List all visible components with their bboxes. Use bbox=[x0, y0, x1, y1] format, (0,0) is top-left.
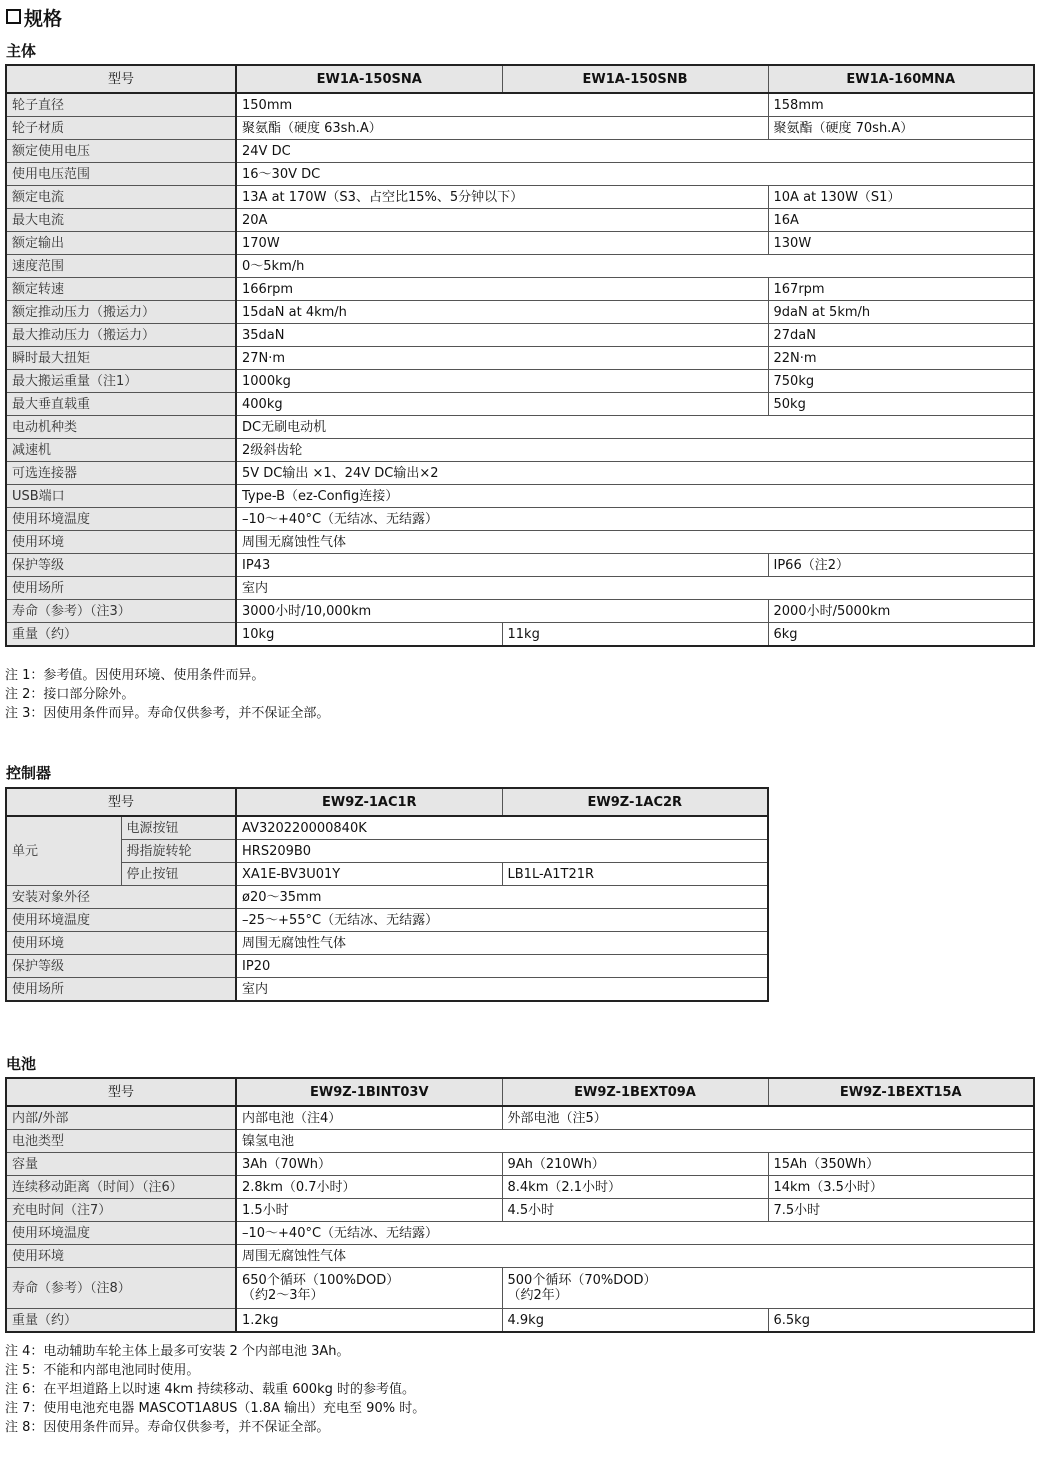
row-label: 瞬时最大扭矩 bbox=[6, 347, 236, 370]
section-title-main: 主体 bbox=[6, 42, 37, 60]
row-sublabel: 拇指旋转轮 bbox=[121, 840, 236, 863]
table-row bbox=[6, 600, 1034, 623]
header-model-label: 型号 bbox=[6, 65, 236, 93]
cell-value: 3Ah（70Wh） bbox=[236, 1153, 502, 1176]
table-row bbox=[6, 508, 1034, 531]
cell-value: IP66（注2） bbox=[768, 554, 1034, 577]
table-row bbox=[6, 393, 1034, 416]
cell-value: 9Ah（210Wh） bbox=[502, 1153, 768, 1176]
table-header-row bbox=[6, 1078, 1034, 1106]
cell-value: –10～+40°C（无结冰、无结露） bbox=[236, 508, 1034, 531]
row-label: 速度范围 bbox=[6, 255, 236, 278]
header-model: EW9Z-1AC1R bbox=[236, 788, 502, 816]
row-sublabel: 电源按钮 bbox=[121, 816, 236, 840]
cell-value: 750kg bbox=[768, 370, 1034, 393]
cell-value: HRS209B0 bbox=[236, 840, 768, 863]
row-label: 使用场所 bbox=[6, 577, 236, 600]
cell-value: 0～5km/h bbox=[236, 255, 1034, 278]
cell-value: 22N·m bbox=[768, 347, 1034, 370]
cell-line: （约2年） bbox=[507, 1288, 568, 1303]
row-label: 寿命（参考）（注3） bbox=[6, 600, 236, 623]
cell-value: 10kg bbox=[236, 623, 502, 647]
cell-value: 9daN at 5km/h bbox=[768, 301, 1034, 324]
table-row bbox=[6, 370, 1034, 393]
row-label: 电池类型 bbox=[6, 1130, 236, 1153]
cell-value: 15daN at 4km/h bbox=[236, 301, 768, 324]
cell-value: 7.5小时 bbox=[768, 1199, 1034, 1222]
row-label: 单元 bbox=[6, 816, 121, 886]
header-model: EW9Z-1BEXT15A bbox=[768, 1078, 1034, 1106]
table-row bbox=[6, 485, 1034, 508]
cell-value: 27daN bbox=[768, 324, 1034, 347]
table-row bbox=[6, 932, 768, 955]
header-model: EW1A-150SNA bbox=[236, 65, 502, 93]
cell-value: 10A at 130W（S1） bbox=[768, 186, 1034, 209]
main-spec-table bbox=[5, 64, 1035, 647]
footnote: 注 1：参考值。因使用环境、使用条件而异。 bbox=[5, 668, 265, 683]
row-label: 最大电流 bbox=[6, 209, 236, 232]
cell-value: 聚氨酯（硬度 70sh.A） bbox=[768, 117, 1034, 140]
row-label: USB端口 bbox=[6, 485, 236, 508]
row-label: 使用电压范围 bbox=[6, 163, 236, 186]
row-label: 轮子材质 bbox=[6, 117, 236, 140]
row-label: 保护等级 bbox=[6, 955, 236, 978]
row-label: 最大推动压力（搬运力） bbox=[6, 324, 236, 347]
table-row bbox=[6, 278, 1034, 301]
footnote: 注 3：因使用条件而异。寿命仅供参考，并不保证全部。 bbox=[5, 706, 330, 721]
main-notes bbox=[5, 666, 329, 723]
table-row bbox=[6, 1245, 1034, 1268]
row-label: 充电时间（注7） bbox=[6, 1199, 236, 1222]
cell-value: 周围无腐蚀性气体 bbox=[236, 932, 768, 955]
cell-value: 170W bbox=[236, 232, 768, 255]
cell-value: 外部电池（注5） bbox=[502, 1106, 1034, 1130]
cell-value: LB1L-A1T21R bbox=[502, 863, 768, 886]
row-label: 重量（约） bbox=[6, 623, 236, 647]
table-row bbox=[6, 863, 768, 886]
row-label: 使用环境温度 bbox=[6, 1222, 236, 1245]
header-model: EW9Z-1BINT03V bbox=[236, 1078, 502, 1106]
cell-value: 35daN bbox=[236, 324, 768, 347]
cell-value: 2级斜齿轮 bbox=[236, 439, 1034, 462]
cell-line: 500个循环（70%DOD） bbox=[507, 1273, 657, 1288]
cell-value: 周围无腐蚀性气体 bbox=[236, 1245, 1034, 1268]
row-label: 保护等级 bbox=[6, 554, 236, 577]
table-row bbox=[6, 840, 768, 863]
cell-value: 15Ah（350Wh） bbox=[768, 1153, 1034, 1176]
cell-value: 8.4km（2.1小时） bbox=[502, 1176, 768, 1199]
cell-value: IP20 bbox=[236, 955, 768, 978]
cell-value: 4.9kg bbox=[502, 1309, 768, 1333]
table-row bbox=[6, 439, 1034, 462]
cell-value: 158mm bbox=[768, 93, 1034, 117]
row-label: 使用环境 bbox=[6, 932, 236, 955]
cell-value: 1.2kg bbox=[236, 1309, 502, 1333]
cell-value: 130W bbox=[768, 232, 1034, 255]
footnote: 注 7：使用电池充电器 MASCOT1A8US（1.8A 输出）充电至 90% 时。 bbox=[5, 1401, 426, 1416]
row-label: 使用环境温度 bbox=[6, 508, 236, 531]
page-title: 规格 bbox=[6, 4, 62, 31]
cell-value: 室内 bbox=[236, 577, 1034, 600]
header-model: EW9Z-1BEXT09A bbox=[502, 1078, 768, 1106]
battery-spec-table bbox=[5, 1077, 1035, 1333]
cell-value: 2.8km（0.7小时） bbox=[236, 1176, 502, 1199]
row-label: 容量 bbox=[6, 1153, 236, 1176]
cell-value: 室内 bbox=[236, 978, 768, 1002]
table-row bbox=[6, 623, 1034, 647]
table-row bbox=[6, 255, 1034, 278]
table-row bbox=[6, 1199, 1034, 1222]
row-label: 使用场所 bbox=[6, 978, 236, 1002]
cell-value: 150mm bbox=[236, 93, 768, 117]
table-row bbox=[6, 117, 1034, 140]
row-sublabel: 停止按钮 bbox=[121, 863, 236, 886]
cell-value: DC无刷电动机 bbox=[236, 416, 1034, 439]
cell-value: 24V DC bbox=[236, 140, 1034, 163]
controller-spec-table bbox=[5, 787, 769, 1002]
cell-value bbox=[236, 1268, 502, 1309]
row-label: 连续移动距离（时间）（注6） bbox=[6, 1176, 236, 1199]
cell-value: 16～30V DC bbox=[236, 163, 1034, 186]
cell-value: 1.5小时 bbox=[236, 1199, 502, 1222]
cell-value: 50kg bbox=[768, 393, 1034, 416]
cell-value: 13A at 170W（S3、占空比15%、5分钟以下） bbox=[236, 186, 768, 209]
cell-value: AV320220000840K bbox=[236, 816, 768, 840]
cell-value: 166rpm bbox=[236, 278, 768, 301]
footnote: 注 5：不能和内部电池同时使用。 bbox=[5, 1363, 200, 1378]
cell-value: 内部电池（注4） bbox=[236, 1106, 502, 1130]
table-row bbox=[6, 1222, 1034, 1245]
table-row bbox=[6, 577, 1034, 600]
table-row bbox=[6, 1153, 1034, 1176]
row-label: 内部/外部 bbox=[6, 1106, 236, 1130]
row-label: 额定电流 bbox=[6, 186, 236, 209]
cell-value: 1000kg bbox=[236, 370, 768, 393]
table-row bbox=[6, 955, 768, 978]
cell-line: （约2～3年） bbox=[242, 1288, 324, 1303]
cell-value: 27N·m bbox=[236, 347, 768, 370]
row-label: 使用环境 bbox=[6, 531, 236, 554]
cell-value: 20A bbox=[236, 209, 768, 232]
cell-value: 3000小时/10,000km bbox=[236, 600, 768, 623]
header-model-label: 型号 bbox=[6, 1078, 236, 1106]
table-row bbox=[6, 462, 1034, 485]
cell-value: 5V DC输出 ×1、24V DC输出×2 bbox=[236, 462, 1034, 485]
cell-value: XA1E-BV3U01Y bbox=[236, 863, 502, 886]
cell-line: 650个循环（100%DOD） bbox=[242, 1273, 400, 1288]
row-label: 使用环境温度 bbox=[6, 909, 236, 932]
footnote: 注 4：电动辅助车轮主体上最多可安装 2 个内部电池 3Ah。 bbox=[5, 1344, 350, 1359]
cell-value: 2000小时/5000km bbox=[768, 600, 1034, 623]
row-label: 可选连接器 bbox=[6, 462, 236, 485]
table-row bbox=[6, 324, 1034, 347]
table-row bbox=[6, 140, 1034, 163]
table-row bbox=[6, 886, 768, 909]
table-row bbox=[6, 1176, 1034, 1199]
row-label: 额定使用电压 bbox=[6, 140, 236, 163]
table-header-row bbox=[6, 65, 1034, 93]
cell-value: IP43 bbox=[236, 554, 768, 577]
table-row bbox=[6, 978, 768, 1002]
table-row bbox=[6, 347, 1034, 370]
cell-value: 11kg bbox=[502, 623, 768, 647]
row-label: 最大搬运重量（注1） bbox=[6, 370, 236, 393]
battery-notes bbox=[5, 1342, 425, 1437]
row-label: 额定推动压力（搬运力） bbox=[6, 301, 236, 324]
cell-value: 6.5kg bbox=[768, 1309, 1034, 1333]
table-row bbox=[6, 1268, 1034, 1309]
table-row bbox=[6, 93, 1034, 117]
table-row bbox=[6, 301, 1034, 324]
table-row bbox=[6, 1130, 1034, 1153]
table-row bbox=[6, 1309, 1034, 1333]
cell-value: 14km（3.5小时） bbox=[768, 1176, 1034, 1199]
cell-value: Type-B（ez-Config连接） bbox=[236, 485, 1034, 508]
table-row bbox=[6, 531, 1034, 554]
cell-value: 6kg bbox=[768, 623, 1034, 647]
table-row bbox=[6, 416, 1034, 439]
table-row bbox=[6, 554, 1034, 577]
table-row bbox=[6, 909, 768, 932]
row-label: 额定输出 bbox=[6, 232, 236, 255]
cell-value: –25～+55°C（无结冰、无结露） bbox=[236, 909, 768, 932]
table-row bbox=[6, 186, 1034, 209]
header-model-label: 型号 bbox=[6, 788, 236, 816]
row-label: 额定转速 bbox=[6, 278, 236, 301]
table-header-row bbox=[6, 788, 768, 816]
cell-value: –10～+40°C（无结冰、无结露） bbox=[236, 1222, 1034, 1245]
row-label: 安装对象外径 bbox=[6, 886, 236, 909]
table-row bbox=[6, 1106, 1034, 1130]
cell-value: ø20～35mm bbox=[236, 886, 768, 909]
cell-value: 4.5小时 bbox=[502, 1199, 768, 1222]
row-label: 最大垂直载重 bbox=[6, 393, 236, 416]
header-model: EW9Z-1AC2R bbox=[502, 788, 768, 816]
cell-value: 聚氨酯（硬度 63sh.A） bbox=[236, 117, 768, 140]
cell-value: 周围无腐蚀性气体 bbox=[236, 531, 1034, 554]
table-row bbox=[6, 232, 1034, 255]
footnote: 注 2：接口部分除外。 bbox=[5, 687, 135, 702]
cell-value: 400kg bbox=[236, 393, 768, 416]
header-model: EW1A-150SNB bbox=[502, 65, 768, 93]
row-label: 轮子直径 bbox=[6, 93, 236, 117]
row-label: 使用环境 bbox=[6, 1245, 236, 1268]
cell-value bbox=[502, 1268, 1034, 1309]
cell-value: 167rpm bbox=[768, 278, 1034, 301]
footnote: 注 8：因使用条件而异。寿命仅供参考，并不保证全部。 bbox=[5, 1420, 330, 1435]
section-title-controller: 控制器 bbox=[6, 764, 52, 782]
table-row bbox=[6, 816, 768, 840]
cell-value: 16A bbox=[768, 209, 1034, 232]
row-label: 寿命（参考）（注8） bbox=[6, 1268, 236, 1309]
table-row bbox=[6, 209, 1034, 232]
row-label: 减速机 bbox=[6, 439, 236, 462]
cell-value: 镍氢电池 bbox=[236, 1130, 1034, 1153]
section-title-battery: 电池 bbox=[6, 1055, 37, 1073]
table-row bbox=[6, 163, 1034, 186]
footnote: 注 6：在平坦道路上以时速 4km 持续移动、载重 600kg 时的参考值。 bbox=[5, 1382, 415, 1397]
row-label: 重量（约） bbox=[6, 1309, 236, 1333]
checkbox-square-icon bbox=[6, 9, 21, 24]
row-label: 电动机种类 bbox=[6, 416, 236, 439]
header-model: EW1A-160MNA bbox=[768, 65, 1034, 93]
